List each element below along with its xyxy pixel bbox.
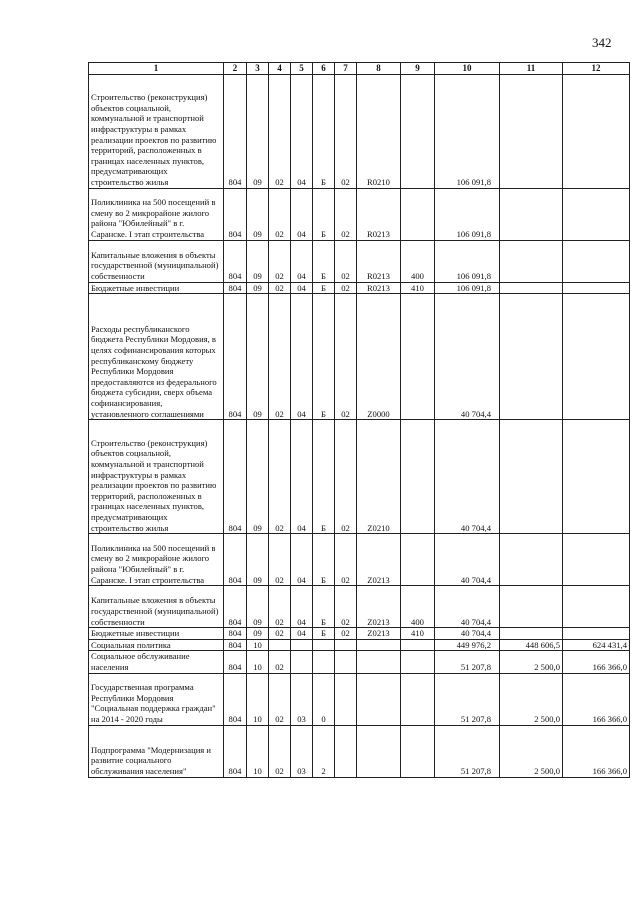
cell-col-3: 09 bbox=[247, 628, 269, 640]
table-row bbox=[89, 294, 630, 420]
column-header-8: 8 bbox=[357, 63, 401, 75]
cell-col-4: 02 bbox=[269, 74, 291, 188]
cell-col-5: 04 bbox=[291, 534, 313, 586]
cell-col-12 bbox=[563, 188, 630, 240]
table-row bbox=[89, 725, 630, 777]
cell-col-4: 02 bbox=[269, 534, 291, 586]
cell-col-10: 40 704,4 bbox=[435, 420, 500, 534]
cell-col-7 bbox=[335, 673, 357, 725]
cell-col-6: Б bbox=[313, 294, 335, 420]
cell-col-6: Б bbox=[313, 240, 335, 282]
cell-col-11: 2 500,0 bbox=[500, 673, 563, 725]
cell-col-3: 09 bbox=[247, 74, 269, 188]
cell-col-11: 2 500,0 bbox=[500, 651, 563, 673]
cell-col-10: 106 091,8 bbox=[435, 240, 500, 282]
cell-col-4: 02 bbox=[269, 628, 291, 640]
cell-col-8: Z0213 bbox=[357, 628, 401, 640]
cell-col-8 bbox=[357, 639, 401, 651]
row-name-cell: Социальная политика bbox=[89, 639, 224, 651]
cell-col-11: 448 606,5 bbox=[500, 639, 563, 651]
cell-col-11 bbox=[500, 586, 563, 628]
cell-col-8 bbox=[357, 651, 401, 673]
cell-col-3: 09 bbox=[247, 294, 269, 420]
cell-col-8: R0210 bbox=[357, 74, 401, 188]
cell-col-5: 03 bbox=[291, 725, 313, 777]
cell-col-5: 04 bbox=[291, 294, 313, 420]
cell-col-2: 804 bbox=[224, 586, 247, 628]
table-row bbox=[89, 651, 630, 673]
cell-col-9 bbox=[401, 188, 435, 240]
cell-col-7: 02 bbox=[335, 294, 357, 420]
cell-col-8 bbox=[357, 725, 401, 777]
cell-col-11 bbox=[500, 294, 563, 420]
cell-col-2: 804 bbox=[224, 725, 247, 777]
cell-col-3: 09 bbox=[247, 420, 269, 534]
table-row bbox=[89, 534, 630, 586]
row-name-cell: Бюджетные инвестиции bbox=[89, 282, 224, 294]
row-name-cell: Строительство (реконструкция) объектов социальной, коммунальной и транспортной инфраструктуры в рамках реализации проектов по развитию территорий, расположенных в границах населенных пунктов, предусматривающих строительство жилья bbox=[89, 420, 224, 534]
cell-col-2: 804 bbox=[224, 628, 247, 640]
row-name-cell: Расходы республиканского бюджета Республики Мордовия, в целях софинансирования которых республиканскому бюджету Республики Мордовия предоставляются из федерального бюджета субсидии, сверх объема софинансирования, установленного соглашениями bbox=[89, 294, 224, 420]
cell-col-6: 0 bbox=[313, 673, 335, 725]
cell-col-2: 804 bbox=[224, 534, 247, 586]
cell-col-8: R0213 bbox=[357, 240, 401, 282]
cell-col-3: 09 bbox=[247, 188, 269, 240]
cell-col-10: 40 704,4 bbox=[435, 534, 500, 586]
cell-col-11 bbox=[500, 74, 563, 188]
column-header-3: 3 bbox=[247, 63, 269, 75]
cell-col-10: 51 207,8 bbox=[435, 651, 500, 673]
cell-col-4 bbox=[269, 639, 291, 651]
cell-col-5: 03 bbox=[291, 673, 313, 725]
cell-col-7: 02 bbox=[335, 188, 357, 240]
cell-col-9: 400 bbox=[401, 586, 435, 628]
cell-col-10: 40 704,4 bbox=[435, 586, 500, 628]
cell-col-6: 2 bbox=[313, 725, 335, 777]
cell-col-2: 804 bbox=[224, 673, 247, 725]
cell-col-7: 02 bbox=[335, 534, 357, 586]
row-name-cell: Государственная программа Республики Мордовия "Социальная поддержка граждан" на 2014 - 2020 годы bbox=[89, 673, 224, 725]
cell-col-11 bbox=[500, 534, 563, 586]
column-header-4: 4 bbox=[269, 63, 291, 75]
cell-col-4: 02 bbox=[269, 725, 291, 777]
cell-col-5 bbox=[291, 639, 313, 651]
cell-col-12: 166 366,0 bbox=[563, 673, 630, 725]
cell-col-2: 804 bbox=[224, 294, 247, 420]
page-number: 342 bbox=[592, 35, 612, 50]
cell-col-5: 04 bbox=[291, 74, 313, 188]
cell-col-3: 09 bbox=[247, 240, 269, 282]
column-header-7: 7 bbox=[335, 63, 357, 75]
table-row bbox=[89, 74, 630, 188]
cell-col-10: 106 091,8 bbox=[435, 188, 500, 240]
cell-col-8: Z0000 bbox=[357, 294, 401, 420]
cell-col-11 bbox=[500, 188, 563, 240]
cell-col-4: 02 bbox=[269, 294, 291, 420]
budget-table bbox=[88, 62, 630, 778]
cell-col-8: R0213 bbox=[357, 188, 401, 240]
cell-col-12: 166 366,0 bbox=[563, 651, 630, 673]
cell-col-9 bbox=[401, 294, 435, 420]
cell-col-6: Б bbox=[313, 420, 335, 534]
cell-col-12: 166 366,0 bbox=[563, 725, 630, 777]
cell-col-11 bbox=[500, 282, 563, 294]
cell-col-6: Б bbox=[313, 534, 335, 586]
cell-col-4: 02 bbox=[269, 586, 291, 628]
cell-col-3: 10 bbox=[247, 673, 269, 725]
cell-col-12 bbox=[563, 420, 630, 534]
cell-col-6 bbox=[313, 639, 335, 651]
column-header-1: 1 bbox=[89, 63, 224, 75]
cell-col-2: 804 bbox=[224, 74, 247, 188]
cell-col-9: 400 bbox=[401, 240, 435, 282]
cell-col-12 bbox=[563, 586, 630, 628]
row-name-cell: Поликлиника на 500 посещений в смену во 2 микрорайоне жилого района "Юбилейный" в г. Саранске. I этап строительства bbox=[89, 534, 224, 586]
cell-col-2: 804 bbox=[224, 240, 247, 282]
row-name-cell: Капитальные вложения в объекты государственной (муниципальной) собственности bbox=[89, 240, 224, 282]
cell-col-3: 09 bbox=[247, 282, 269, 294]
column-header-9: 9 bbox=[401, 63, 435, 75]
cell-col-8: Z0213 bbox=[357, 534, 401, 586]
cell-col-7: 02 bbox=[335, 586, 357, 628]
cell-col-7 bbox=[335, 639, 357, 651]
table-row bbox=[89, 673, 630, 725]
cell-col-11 bbox=[500, 240, 563, 282]
column-header-6: 6 bbox=[313, 63, 335, 75]
table-body bbox=[89, 74, 630, 777]
table-header bbox=[89, 63, 630, 75]
cell-col-2: 804 bbox=[224, 639, 247, 651]
cell-col-9 bbox=[401, 673, 435, 725]
cell-col-4: 02 bbox=[269, 673, 291, 725]
cell-col-10: 106 091,8 bbox=[435, 74, 500, 188]
cell-col-8: Z0210 bbox=[357, 420, 401, 534]
cell-col-8: Z0213 bbox=[357, 586, 401, 628]
cell-col-12 bbox=[563, 628, 630, 640]
cell-col-3: 10 bbox=[247, 639, 269, 651]
cell-col-11 bbox=[500, 420, 563, 534]
cell-col-12 bbox=[563, 294, 630, 420]
cell-col-9 bbox=[401, 639, 435, 651]
cell-col-10: 40 704,4 bbox=[435, 628, 500, 640]
cell-col-2: 804 bbox=[224, 420, 247, 534]
cell-col-5 bbox=[291, 651, 313, 673]
cell-col-7 bbox=[335, 725, 357, 777]
column-header-12: 12 bbox=[563, 63, 630, 75]
cell-col-7: 02 bbox=[335, 240, 357, 282]
table-row bbox=[89, 586, 630, 628]
cell-col-7 bbox=[335, 651, 357, 673]
cell-col-7: 02 bbox=[335, 628, 357, 640]
cell-col-6: Б bbox=[313, 188, 335, 240]
cell-col-5: 04 bbox=[291, 240, 313, 282]
table-row bbox=[89, 639, 630, 651]
row-name-cell: Поликлиника на 500 посещений в смену во 2 микрорайоне жилого района "Юбилейный" в г. Саранске. I этап строительства bbox=[89, 188, 224, 240]
cell-col-4: 02 bbox=[269, 651, 291, 673]
cell-col-12 bbox=[563, 282, 630, 294]
cell-col-11 bbox=[500, 628, 563, 640]
cell-col-6: Б bbox=[313, 628, 335, 640]
cell-col-10: 51 207,8 bbox=[435, 673, 500, 725]
cell-col-4: 02 bbox=[269, 420, 291, 534]
cell-col-5: 04 bbox=[291, 282, 313, 294]
cell-col-7: 02 bbox=[335, 282, 357, 294]
cell-col-6: Б bbox=[313, 282, 335, 294]
row-name-cell: Подпрограмма "Модернизация и развитие социального обслуживания населения" bbox=[89, 725, 224, 777]
cell-col-12 bbox=[563, 74, 630, 188]
table-row bbox=[89, 420, 630, 534]
row-name-cell: Социальное обслуживание населения bbox=[89, 651, 224, 673]
cell-col-6: Б bbox=[313, 74, 335, 188]
cell-col-4: 02 bbox=[269, 188, 291, 240]
cell-col-12 bbox=[563, 534, 630, 586]
cell-col-10: 449 976,2 bbox=[435, 639, 500, 651]
cell-col-4: 02 bbox=[269, 282, 291, 294]
column-header-2: 2 bbox=[224, 63, 247, 75]
table-row bbox=[89, 240, 630, 282]
column-header-5: 5 bbox=[291, 63, 313, 75]
row-name-cell: Строительство (реконструкция) объектов социальной, коммунальной и транспортной инфраструктуры в рамках реализации проектов по развитию территорий, расположенных в границах населенных пунктов, предусматривающих строительство жилья bbox=[89, 74, 224, 188]
cell-col-9 bbox=[401, 74, 435, 188]
cell-col-5: 04 bbox=[291, 188, 313, 240]
table-row bbox=[89, 282, 630, 294]
cell-col-7: 02 bbox=[335, 420, 357, 534]
cell-col-2: 804 bbox=[224, 188, 247, 240]
cell-col-12: 624 431,4 bbox=[563, 639, 630, 651]
cell-col-3: 09 bbox=[247, 534, 269, 586]
cell-col-6: Б bbox=[313, 586, 335, 628]
cell-col-5: 04 bbox=[291, 586, 313, 628]
cell-col-9: 410 bbox=[401, 282, 435, 294]
cell-col-9 bbox=[401, 420, 435, 534]
cell-col-3: 10 bbox=[247, 725, 269, 777]
column-header-10: 10 bbox=[435, 63, 500, 75]
cell-col-6 bbox=[313, 651, 335, 673]
table-row bbox=[89, 188, 630, 240]
cell-col-10: 51 207,8 bbox=[435, 725, 500, 777]
cell-col-9 bbox=[401, 651, 435, 673]
cell-col-9 bbox=[401, 534, 435, 586]
cell-col-12 bbox=[563, 240, 630, 282]
cell-col-11: 2 500,0 bbox=[500, 725, 563, 777]
column-header-11: 11 bbox=[500, 63, 563, 75]
cell-col-3: 09 bbox=[247, 586, 269, 628]
cell-col-2: 804 bbox=[224, 282, 247, 294]
cell-col-9 bbox=[401, 725, 435, 777]
cell-col-8: R0213 bbox=[357, 282, 401, 294]
cell-col-2: 804 bbox=[224, 651, 247, 673]
cell-col-5: 04 bbox=[291, 420, 313, 534]
row-name-cell: Бюджетные инвестиции bbox=[89, 628, 224, 640]
cell-col-4: 02 bbox=[269, 240, 291, 282]
cell-col-3: 10 bbox=[247, 651, 269, 673]
cell-col-10: 40 704,4 bbox=[435, 294, 500, 420]
cell-col-10: 106 091,8 bbox=[435, 282, 500, 294]
table-row bbox=[89, 628, 630, 640]
cell-col-9: 410 bbox=[401, 628, 435, 640]
cell-col-5: 04 bbox=[291, 628, 313, 640]
cell-col-7: 02 bbox=[335, 74, 357, 188]
row-name-cell: Капитальные вложения в объекты государственной (муниципальной) собственности bbox=[89, 586, 224, 628]
cell-col-8 bbox=[357, 673, 401, 725]
